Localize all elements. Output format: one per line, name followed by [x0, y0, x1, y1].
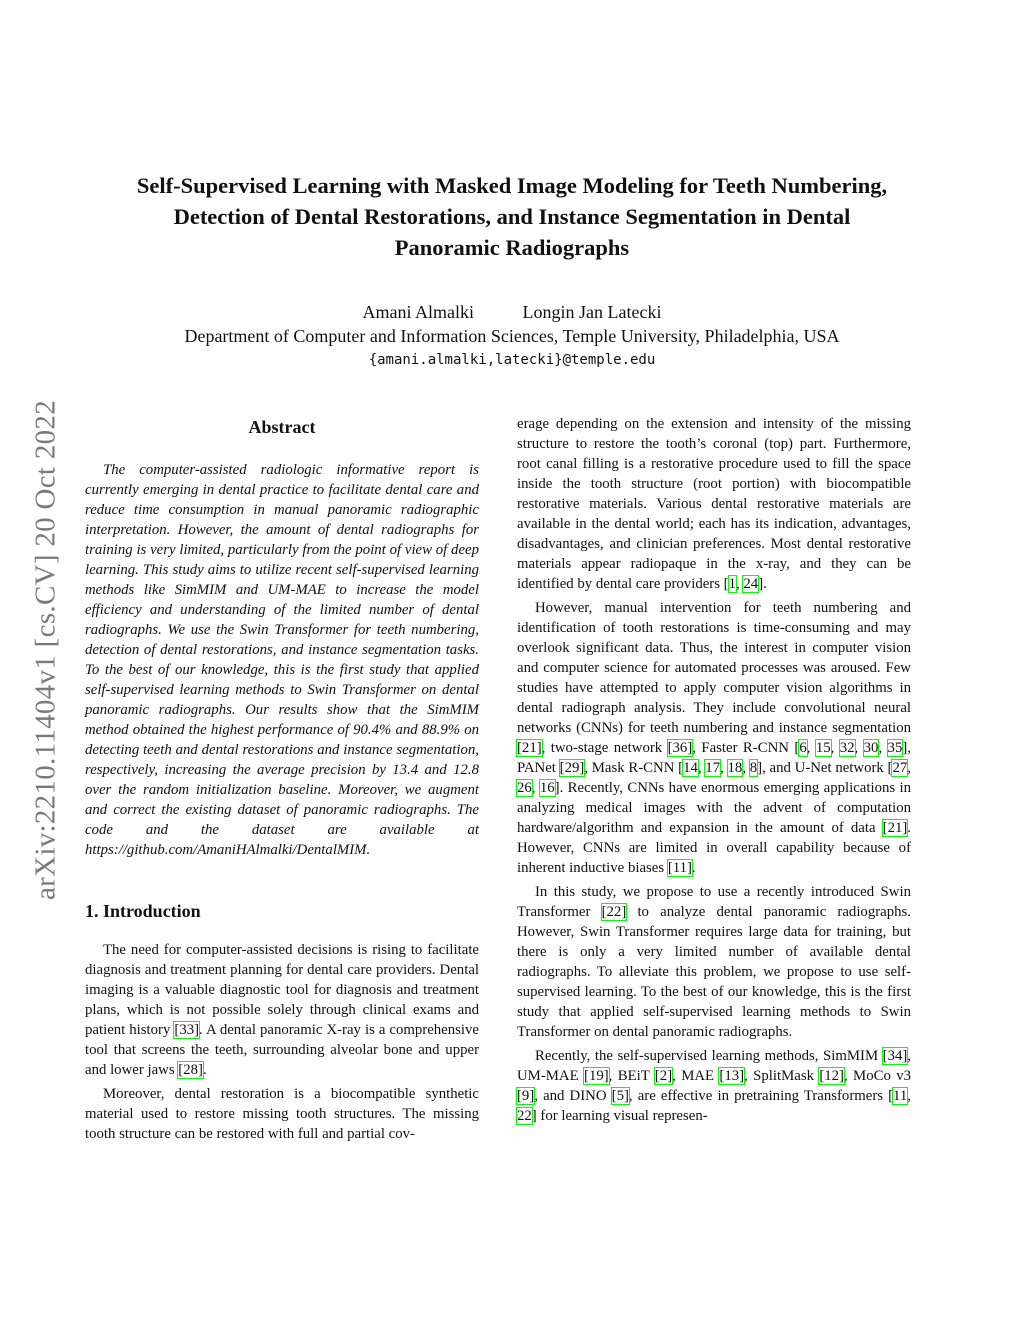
text-run: , SplitMask: [744, 1068, 820, 1084]
text-run: ,: [742, 760, 750, 776]
text-run: , BEiT: [608, 1068, 655, 1084]
citation-link[interactable]: 22: [517, 1108, 532, 1124]
title-line: Panoramic Radiographs: [394, 235, 630, 260]
citation-link[interactable]: 30: [863, 740, 879, 756]
citation-link[interactable]: [11]: [667, 860, 692, 876]
text-run: ] for learning visual represen-: [531, 1108, 708, 1124]
citation-link[interactable]: [33]: [174, 1022, 200, 1038]
text-run: ,: [854, 740, 864, 756]
citation-link[interactable]: [28]: [178, 1062, 203, 1078]
text-run: ,: [907, 760, 911, 776]
text-run: ,: [907, 1088, 911, 1104]
text-run: , MoCo v3: [843, 1068, 912, 1084]
citation-link[interactable]: [21]: [882, 820, 908, 836]
text-run: . However, CNNs are limited in overall capability because of inherent inductive biases: [517, 820, 911, 876]
left-column: [85, 414, 479, 1148]
text-run: . A dental panoramic X-ray is a comprehensive tool that screens the teeth, surrounding alveolar bone and upper and lower jaws: [85, 1022, 479, 1078]
text-run: The need for computer-assisted decisions is rising to facilitate diagnosis and treatment planning for dental care providers. Dental imaging is a valuable diagnostic tool for diagnosis and treatment plans, which is not possible solely through clinical exams and patient history: [85, 942, 479, 1038]
author-name: Longin Jan Latecki: [522, 302, 662, 322]
citation-link[interactable]: 35: [887, 740, 903, 756]
arxiv-stamp: arXiv:2210.11404v1 [cs.CV] 20 Oct 2022: [29, 399, 62, 901]
citation-link[interactable]: 15: [815, 740, 831, 756]
citation-link[interactable]: [5]: [611, 1088, 629, 1104]
text-run: ].: [758, 576, 767, 592]
right-column: [517, 414, 911, 1130]
paragraph: Moreover, dental restoration is a biocompatible synthetic material used to restore missing tooth structures. The missing tooth structure can be restored with full and partial cov-: [85, 1086, 479, 1142]
text-run: ,: [531, 780, 540, 796]
citation-link[interactable]: 18: [727, 760, 743, 776]
citation-link[interactable]: 8: [749, 760, 758, 776]
text-run: to analyze dental panoramic radiographs. However, Swin Transformer requires large data for training, but there is only a very limited number of available dental radiographs. To alleviate this problem, we propose to use self-supervised learning. To the best of our knowledge, this is the first study that applied self-supervised learning methods to Swin Transformer on dental panoramic radiographs.: [517, 904, 911, 1040]
text-run: , Mask R-CNN [: [584, 760, 684, 776]
citation-link[interactable]: 11: [893, 1088, 908, 1104]
paragraph: [517, 882, 911, 1042]
citation-link[interactable]: [29]: [559, 760, 585, 776]
citation-link[interactable]: 26: [517, 780, 532, 796]
text-run: ], PANet: [517, 740, 911, 776]
text-run: Recently, the self-supervised learning methods, SimMIM: [535, 1048, 883, 1064]
citation-link[interactable]: 24: [743, 576, 759, 592]
paragraph: [517, 598, 911, 878]
section-heading-introduction: 1. Introduction: [85, 901, 201, 921]
text-run: .: [691, 860, 696, 876]
text-run: However, manual intervention for teeth numbering and identification of tooth restorations is time-consuming and may overlook significant data. Thus, the interest in computer vision and computer science for automated processes was aroused. Few studies have attempted to apply computer vision algorithms in dental radiograph analysis. They include convolutional neural networks (CNNs) for teeth numbering and instance segmentation: [517, 600, 911, 736]
text-run: ], and U-Net network [: [757, 760, 893, 776]
title-line: Detection of Dental Restorations, and Instance Segmentation in Dental: [173, 204, 851, 229]
citation-link[interactable]: 16: [539, 780, 555, 796]
text-run: , two-stage network: [541, 740, 668, 756]
paragraph: [517, 414, 911, 594]
text-run: , MAE: [672, 1068, 720, 1084]
paper-title: [80, 170, 944, 263]
abstract-text: The computer-assisted radiologic informative report is currently emerging in dental practice to facilitate dental care and reduce time consumption in manual panoramic radiographic interpretation. However, the amount of dental radiographs for training is very limited, particularly from the point of view of deep learning. This study aims to utilize recent self-supervised learning methods like SimMIM and UM-MAE to increase the model efficiency and understanding of the limited number of dental radiographs. We use the Swin Transformer for teeth numbering, detection of dental restorations, and instance segmentation tasks. To the best of our knowledge, this is the first study that applied self-supervised learning methods to Swin Transformer on dental panoramic radiographs. Our results show that the SimMIM method obtained the highest performance of 90.4% and 88.9% on detecting teeth and dental restorations and instance segmentation, respectively, increasing the average precision by 13.4 and 12.8 over the random initialization baseline. Moreover, we augment and correct the existing dataset of panoramic radiographs. The code and the dataset are available at https://github.com/AmaniHAlmalki/DentalMIM.: [85, 462, 479, 858]
text-run: , are effective in pretraining Transformers [: [628, 1088, 894, 1104]
text-run: erage depending on the extension and intensity of the missing structure to restore the tooth’s coronal (top) part. Furthermore, root canal filling is a restorative procedure used to fill the space inside the tooth structure (root portion) with biocompatible restorative materials. Various dental restorative materials are available in the dental world; each has its indication, advantages, disadvantages, and clinician preferences. Most dental restorative materials appear radiopaque in the x-ray, and they can be identified by dental care providers [: [517, 416, 911, 592]
text-run: ,: [830, 740, 840, 756]
text-run: .: [202, 1062, 207, 1078]
citation-link[interactable]: [9]: [517, 1088, 535, 1104]
title-line: Self-Supervised Learning with Masked Image Modeling for Teeth Numbering,: [136, 173, 888, 198]
text-run: , and DINO: [534, 1088, 612, 1104]
citation-link[interactable]: [36]: [667, 740, 693, 756]
citation-link[interactable]: [21]: [517, 740, 542, 756]
citation-link[interactable]: [34]: [882, 1048, 908, 1064]
paragraph: [85, 940, 479, 1080]
citation-link[interactable]: [12]: [819, 1068, 844, 1084]
citation-link[interactable]: [19]: [584, 1068, 609, 1084]
citation-link[interactable]: 17: [705, 760, 721, 776]
citation-link[interactable]: 32: [839, 740, 855, 756]
text-run: ,: [697, 760, 706, 776]
citation-link[interactable]: 14: [683, 760, 698, 776]
text-run: In this study, we propose to use a recently introduced Swin Transformer: [517, 884, 911, 920]
paragraph: [517, 1046, 911, 1126]
citation-link[interactable]: 1: [728, 576, 736, 592]
citation-link[interactable]: [22]: [601, 904, 627, 920]
text-run: , UM-MAE: [517, 1048, 911, 1084]
text-run: ,: [806, 740, 816, 756]
text-run: , Faster R-CNN [: [692, 740, 800, 756]
citation-link[interactable]: [13]: [719, 1068, 745, 1084]
affiliation: Department of Computer and Information Sciences, Temple University, Philadelphia, USA: [184, 326, 840, 346]
citation-link[interactable]: 6: [799, 740, 807, 756]
author-name: Amani Almalki: [362, 302, 475, 322]
text-run: ,: [720, 760, 728, 776]
text-run: ]. Recently, CNNs have enormous emerging applications in analyzing medical images with the advent of computation hardware/algorithm and expansion in the amount of data: [517, 780, 911, 836]
citation-link[interactable]: 27: [892, 760, 908, 776]
abstract-heading: Abstract: [248, 417, 316, 437]
citation-link[interactable]: [2]: [654, 1068, 673, 1084]
text-run: ,: [878, 740, 888, 756]
author-email: {amani.almalki,latecki}@temple.edu: [368, 352, 656, 368]
text-run: ,: [736, 576, 744, 592]
author-list: [80, 300, 944, 324]
